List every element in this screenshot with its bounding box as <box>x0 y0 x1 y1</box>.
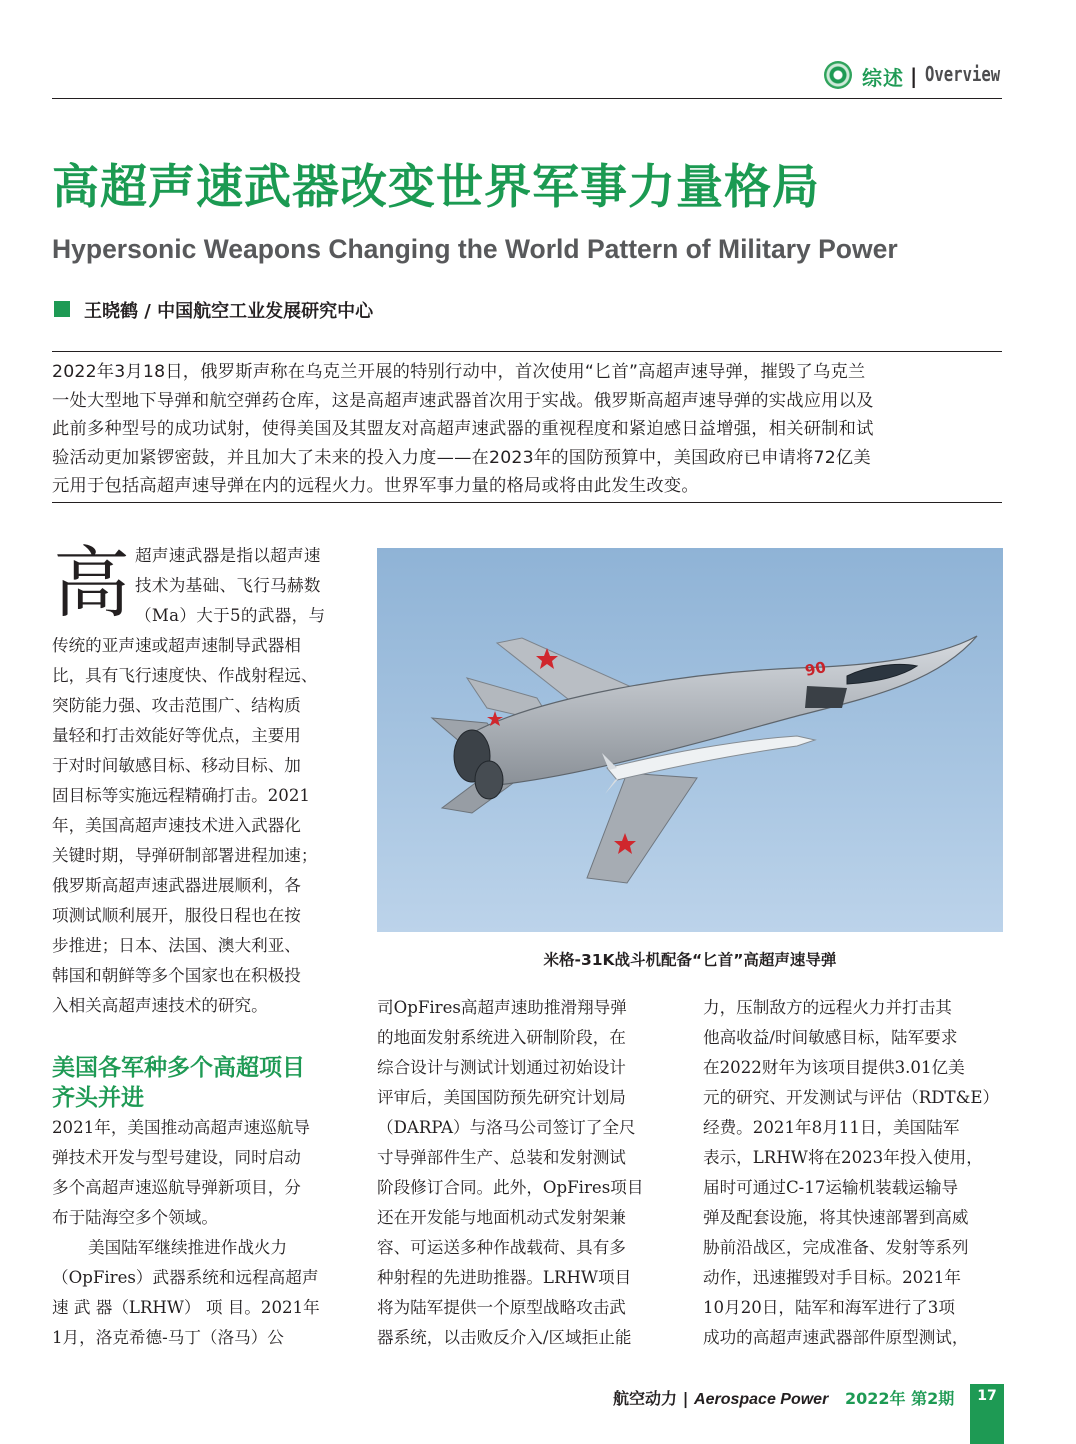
body-line: 10月20日，陆军和海军进行了3项 <box>703 1298 955 1317</box>
mig31k-photo <box>377 548 1003 932</box>
body-line: 寸导弹部件生产、总装和发射测试 <box>377 1148 626 1167</box>
body-line: 动作，迅速摧毁对手目标。2021年 <box>703 1268 961 1287</box>
body-line: 速 武 器（LRHW） 项 目。2021年 <box>52 1298 320 1317</box>
body-line: （Ma）大于5的武器，与 <box>135 606 326 625</box>
body-line: 项测试顺利展开，服役日程也在按 <box>52 906 301 925</box>
body-line: 入相关高超声速技术的研究。 <box>52 996 268 1015</box>
body-line: 多个高超声速巡航导弹新项目，分 <box>52 1178 301 1197</box>
article-title-en: Hypersonic Weapons Changing the World Pattern of Military Power <box>52 234 898 264</box>
header-rule <box>52 98 1002 99</box>
col3-body <box>703 993 999 1353</box>
abstract-line: 2022年3月18日，俄罗斯声称在乌克兰开展的特别行动中，首次使用“匕首”高超声速导弹，摧毁了乌克兰 <box>52 362 866 382</box>
section-heading-line: 美国各军种多个高超项目 <box>52 1055 305 1081</box>
body-line: 届时可通过C-17运输机装载运输导 <box>703 1178 959 1197</box>
abstract-line: 此前多种型号的成功试射，使得美国及其盟友对高超声速武器的重视程度和紧迫感日益增强，相关研制和试 <box>52 419 874 439</box>
body-line: 传统的亚声速或超声速制导武器相 <box>52 636 301 655</box>
journal-name-en: Aerospace Power <box>694 1391 829 1408</box>
body-line: 种射程的先进助推器。LRHW项目 <box>377 1268 632 1287</box>
body-line: 1月，洛克希德-马丁（洛马）公 <box>52 1328 284 1347</box>
body-line: 布于陆海空多个领域。 <box>52 1208 218 1227</box>
body-line: 量轻和打击效能好等优点，主要用 <box>52 726 301 745</box>
body-line: 超声速武器是指以超声速 <box>135 546 321 565</box>
col2-body <box>377 993 643 1353</box>
section-heading-line: 齐头并进 <box>52 1085 144 1111</box>
body-line: 综合设计与测试计划通过初始设计 <box>377 1058 626 1077</box>
issue-label: 2022年 第2期 <box>845 1389 955 1408</box>
body-line: 评审后，美国国防预先研究计划局 <box>377 1088 626 1107</box>
abstract-line: 一处大型地下导弹和航空弹药仓库，这是高超声速武器首次用于实战。俄罗斯高超声速导弹的实战应用以及 <box>52 390 874 411</box>
journal-logo-icon <box>824 61 852 89</box>
body-line: 比，具有飞行速度快、作战射程远、 <box>52 666 318 685</box>
body-line: 在2022财年为该项目提供3.01亿美 <box>703 1058 965 1077</box>
journal-name-cn: 航空动力 <box>613 1389 678 1408</box>
section-separator: | <box>910 64 918 88</box>
body-line: 俄罗斯高超声速武器进展顺利，各 <box>52 876 301 895</box>
page-number: 17 <box>977 1388 997 1404</box>
body-line: 胁前沿战区，完成准备、发射等系列 <box>703 1238 969 1257</box>
abstract-line: 验活动更加紧锣密鼓，并且加大了未来的投入力度——在2023年的国防预算中，美国政府已申请将72亿美 <box>52 447 871 468</box>
section-label-cn: 综述 <box>862 66 904 90</box>
footer-separator: | <box>682 1389 689 1408</box>
col1-intro <box>52 631 318 1021</box>
body-line: 力，压制敌方的远程火力并打击其 <box>703 998 952 1017</box>
body-line: 美国陆军继续推进作战火力 <box>88 1238 288 1257</box>
section-heading <box>52 1053 305 1113</box>
body-line: 的地面发射系统进入研制阶段，在 <box>377 1028 626 1047</box>
body-line: 容、可运送多种作战载荷、具有多 <box>377 1238 626 1257</box>
body-line: 固目标等实施远程精确打击。2021 <box>52 786 310 805</box>
body-line: 将为陆军提供一个原型战略攻击武 <box>377 1298 626 1317</box>
body-line: 弹及配套设施，将其快速部署到高威 <box>703 1208 969 1227</box>
photo-caption: 米格-31K战斗机配备“匕首”高超声速导弹 <box>543 951 837 969</box>
section-label-en: Overview <box>925 62 1001 86</box>
abstract-rule-bottom <box>52 502 1002 503</box>
abstract-rule-top <box>52 351 1002 352</box>
body-line: 弹技术开发与型号建设，同时启动 <box>52 1148 301 1167</box>
body-line: （DARPA）与洛马公司签订了全尺 <box>377 1118 636 1137</box>
drop-cap: 高 <box>53 540 130 629</box>
aircraft-illustration <box>377 548 1003 932</box>
author-marker-icon <box>54 301 70 317</box>
body-line: 于对时间敏感目标、移动目标、加 <box>52 756 301 775</box>
body-line: 年，美国高超声速技术进入武器化 <box>52 816 301 835</box>
body-line: 步推进；日本、法国、澳大利亚、 <box>52 936 301 955</box>
body-line: 元的研究、开发测试与评估（RDT&E） <box>703 1088 1000 1107</box>
col1-section-body <box>52 1113 320 1353</box>
footer-journal <box>613 1386 954 1409</box>
body-line: 关键时期，导弹研制部署进程加速； <box>52 846 318 865</box>
body-line: 他高收益/时间敏感目标，陆军要求 <box>703 1028 958 1047</box>
article-title-cn: 高超声速武器改变世界军事力量格局 <box>52 160 820 215</box>
body-line: 司OpFires高超声速助推滑翔导弹 <box>377 998 627 1017</box>
body-line: 器系统，以击败反介入/区域拒止能 <box>377 1328 632 1347</box>
body-line: 还在开发能与地面机动式发射架兼 <box>377 1208 626 1227</box>
col1-intro-indented <box>135 541 325 631</box>
body-line: 经费。2021年8月11日，美国陆军 <box>703 1118 960 1137</box>
body-line: 阶段修订合同。此外，OpFires项目 <box>377 1178 644 1197</box>
body-line: 表示，LRHW将在2023年投入使用， <box>703 1148 983 1167</box>
body-line: 韩国和朝鲜等多个国家也在积极投 <box>52 966 301 985</box>
tail-number: 90 <box>803 658 828 680</box>
body-line: 突防能力强、攻击范围广、结构质 <box>52 696 301 715</box>
abstract <box>52 358 1006 501</box>
body-line: 成功的高超声速武器部件原型测试， <box>703 1328 969 1347</box>
abstract-line: 元用于包括高超声速导弹在内的远程火力。世界军事力量的格局或将由此发生改变。 <box>52 476 699 496</box>
body-line: 2021年，美国推动高超声速巡航导 <box>52 1118 310 1137</box>
body-line: （OpFires）武器系统和远程高超声 <box>52 1268 319 1287</box>
author-line: 王晓鹤 / 中国航空工业发展研究中心 <box>84 301 374 322</box>
body-line: 技术为基础、飞行马赫数 <box>135 576 321 595</box>
